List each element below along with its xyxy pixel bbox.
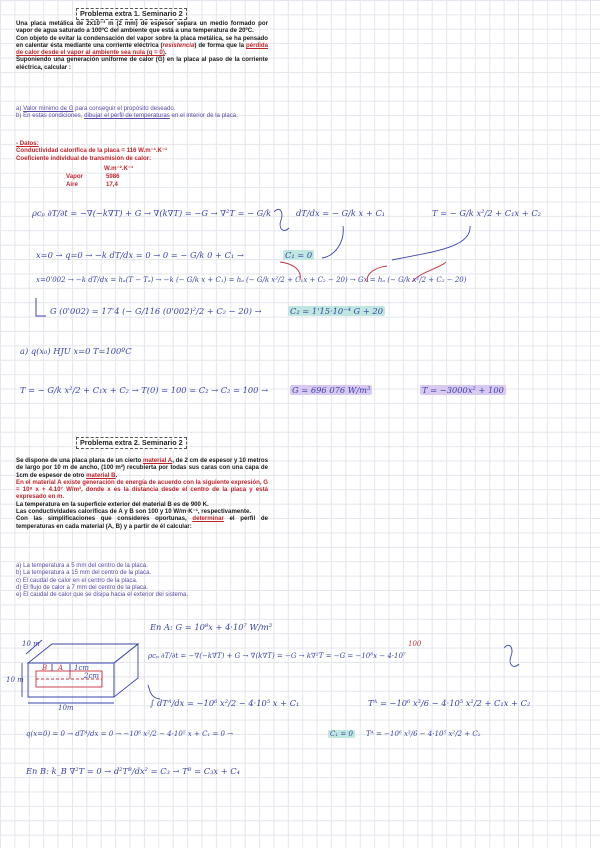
- problem1-intro-p3: Suponiendo una generación uniforme de calor (G) en la placa al paso de la corriente eléctrica, calcular :: [16, 56, 268, 71]
- fig-label-b: B: [42, 664, 48, 672]
- problem1-intro-p1: Una placa metálica de 2x10⁻³ m (2 mm) de espesor separa un medio formado por vapor de agua saturado a 100ºC del ambiente que está a una temperatura de 20ºC.: [16, 20, 268, 35]
- note2-equation: ρcₚ ∂T/∂t = −∇(−k∇T) + G → ∇(k∇T) = −G → k∇²T = −G = −10⁸x − 4·10⁷: [148, 652, 406, 660]
- problem2-p4: Las conductividades caloríficas de A y B son 100 y 10 W/m·K⁻¹, respectivamente.: [16, 508, 252, 516]
- note1-integral-1: dT/dx = − G/k x + C₁: [296, 208, 386, 218]
- problem2-p3: La temperatura en la superficie exterior del material B es de 900 K.: [16, 500, 209, 508]
- fig-label-a: A: [58, 664, 64, 672]
- note1-equation-lhs: ρcₚ ∂T/∂t = −∇(−k∇T) + G → ∇(k∇T) = −G → ∇²T = − G/k: [32, 208, 272, 218]
- note1-bc1: x=0 → q=0 → −k dT/dx = 0 → 0 = − G/k 0 + C₁ →: [36, 250, 244, 260]
- note1-final-g: G = 696 076 W/m³: [292, 385, 371, 395]
- note1-final-lhs: T = − G/k x²/2 + C₁x + C₂ → T(0) = 100 = C₂ → C₂ = 100 →: [20, 385, 269, 395]
- problem2-question-b: b) La temperatura a 15 mm del centro de la placa.: [16, 569, 152, 577]
- problem2-title: Problema extra 2. Seminario 2: [76, 437, 187, 449]
- fig-dim-b: 2cm: [84, 672, 100, 680]
- table-row-vapor-value: 5986: [106, 173, 120, 180]
- problem2-p2: En el material A existe generación de energía de acuerdo con la siguiente expresión, G = 10⁸ x + 4.10⁷ W/m³, donde x es la distancia desde el centro de la placa y está expresado en m.: [16, 478, 268, 501]
- note2-en-a: En A: G = 10⁸x + 4·10⁷ W/m³: [150, 622, 273, 632]
- note1-bc2: x=0'002 → −k dT/dx = hₐ(T − Tₐ) → −k (− G/k x + C₁) = hₐ (− G/k x²/2 + C₁x + C₂ − 20) → Gx = hₐ (− G/k x²/2 + C₂ − 20): [36, 276, 467, 284]
- fig-dim-bottom: 10m: [58, 704, 74, 712]
- note2-c1-result: C₁ = 0: [330, 730, 353, 738]
- fig-dim-top: 10 m: [22, 640, 40, 648]
- problem2-questions: [16, 562, 268, 598]
- table-unit: W.m⁻².K⁻¹: [104, 165, 134, 172]
- data-heat-coef: Coeficiente individual de transmisión de calor:: [16, 154, 152, 162]
- note2-integral-2: Tᴬ = −10⁶ x³/6 − 4·10⁵ x²/2 + C₁x + C₂: [368, 698, 531, 708]
- note1-bc2-substitution: G (0'002) = 17'4 (− G/116 (0'002)²/2 + C₂ − 20) →: [50, 306, 262, 316]
- note2-ta-final: Tᴬ = −10⁶ x³/6 − 4·10⁵ x²/2 + C₂: [366, 730, 481, 738]
- table-row-air-name: Aire: [66, 181, 78, 188]
- problem2-p5: Con las simplificaciones que consideres oportunas, determinar el perfil de temperaturas en cada material (A, B) y a partir de él calcular:: [16, 515, 268, 530]
- note1-integral-2: T = − G/k x²/2 + C₁x + C₂: [432, 208, 541, 218]
- note1-c1-result: C₁ = 0: [285, 250, 313, 260]
- problem2-question-a: a) La temperatura a 5 mm del centro de la placa.: [16, 562, 148, 569]
- note2-bc-a: q(x=0) = 0 → dTᴬ/dx = 0 → −10⁶ x²/2 − 4·10⁵ x + C₁ = 0 →: [26, 730, 234, 738]
- note1-vapor-condition: a) q(x₀) HJU x=0 T=100ºC: [20, 346, 132, 356]
- data-conductivity: Conductividad calorífica de la placa = 116 W.m⁻¹.K⁻¹: [16, 147, 168, 155]
- problem2-p1: Se dispone de una placa plana de un cierto material A, de 2 cm de espesor y 10 metros de largo por 10 m de ancho, (100 m²) recubierta por todas sus caras con una capa de 1cm de espesor de otro material B.: [16, 457, 268, 479]
- problem2-question-d: d) El flujo de calor a 7 mm del centro de la placa.: [16, 583, 149, 591]
- note2-integral-1: ∫ dTᴬ/dx = −10⁶ x²/2 − 4·10⁵ x + C₁: [150, 698, 300, 708]
- note2-k-value: 100: [408, 640, 422, 648]
- note1-c2-result: C₂ = 1'15·10⁻⁴ G + 20: [290, 306, 383, 316]
- note2-en-b: En B: k_B ∇²T = 0 → d²Tᴮ/dx² = C₃ → Tᴮ = C₃x + C₄: [26, 766, 240, 776]
- problem1-intro-p2: Con objeto de evitar la condensación del vapor sobre la placa metálica, se ha pensado en calentar ésta mediante una corriente eléctrica (resistencia) de forma que la pérdida de calor desde el vapor al ambiente sea nula (q = 0).: [16, 34, 268, 57]
- problem1-question-b: b) En estas condiciones, dibujar el perfil de temperaturas en el interior de la placa.: [16, 112, 238, 120]
- problem1-title: Problema extra 1. Seminario 2: [76, 8, 187, 20]
- table-row-vapor-name: Vapor: [66, 173, 83, 180]
- problem2-statement: [16, 457, 268, 530]
- fig-dim-side: 10 m: [6, 676, 24, 684]
- note1-final-t: T = −3000x² + 100: [422, 385, 504, 395]
- data-label: - Datos:: [16, 140, 39, 147]
- problem1-question-a: a) Valor mínimo de G para conseguir el propósito deseado.: [16, 105, 176, 112]
- problem2-question-c: c) El caudal de calor en el centro de la placa.: [16, 576, 138, 584]
- table-row-air-value: 17,4: [106, 181, 118, 188]
- fig-dim-a: 1cm: [74, 664, 90, 672]
- problem2-question-e: e) El caudal de calor que se disipa hacia el exterior del sistema.: [16, 591, 189, 599]
